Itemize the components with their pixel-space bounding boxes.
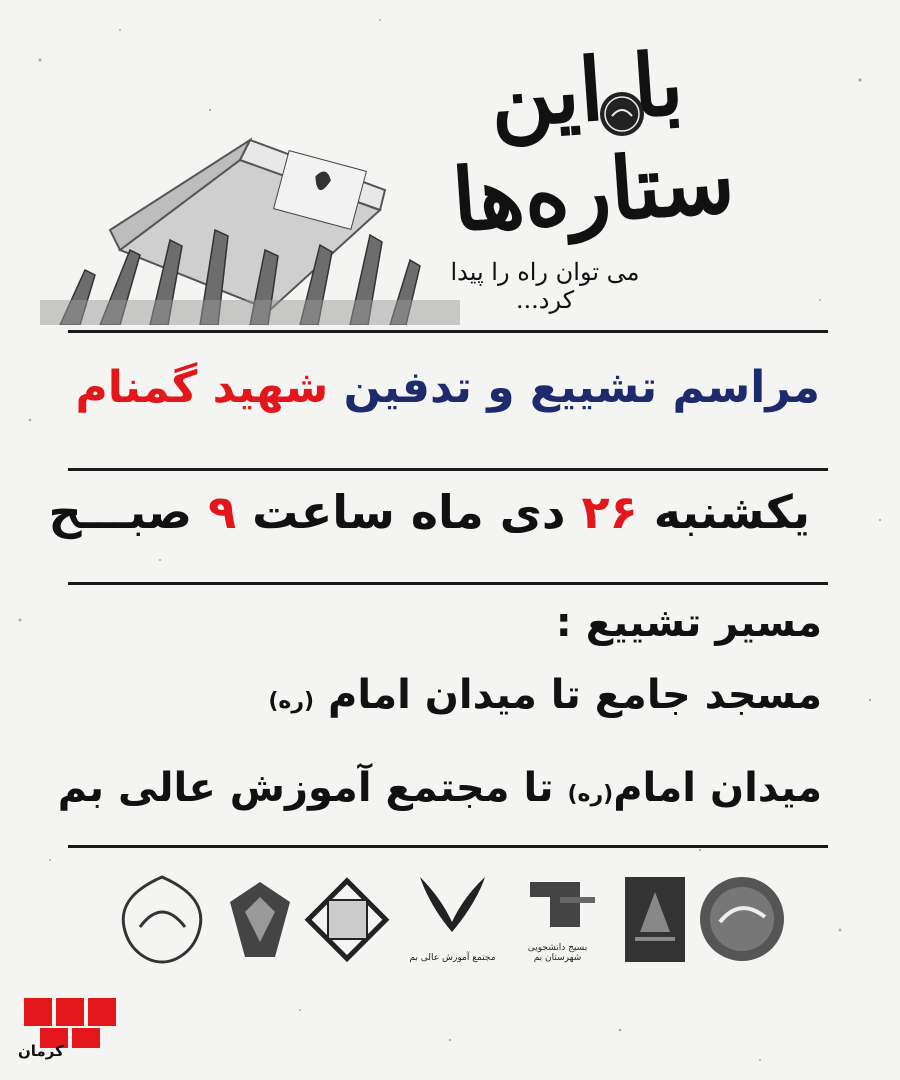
route-leg-1-suffix: (ره) — [268, 689, 315, 714]
slogan-subtitle: می توان راه را پیدا کرد... — [450, 258, 640, 314]
sponsor-logos — [110, 872, 790, 972]
route-heading: مسیر تشییع : — [555, 600, 822, 646]
ceremony-title — [75, 362, 820, 413]
sepah-logo-icon — [620, 872, 690, 967]
route-leg-1 — [70, 672, 822, 718]
route-leg-1-text: مسجد جامع تا میدان امام — [328, 672, 822, 718]
higher-education-caption: مجتمع آموزش عالی بم — [409, 953, 496, 963]
khadem-shohada-logo-icon — [695, 872, 790, 967]
brand-label: کرمان — [18, 1042, 64, 1060]
basij-students-logo-icon — [510, 872, 605, 942]
divider-4 — [68, 845, 828, 848]
hero-banner — [0, 0, 900, 325]
basij-students-logo — [510, 872, 605, 967]
foundation-logo-icon — [220, 872, 300, 967]
date-month-time: دی ماه ساعت — [252, 485, 566, 539]
square-seal-logo-icon — [300, 872, 395, 967]
route-leg-2-suffix: (ره) — [567, 782, 614, 807]
higher-education-logo-icon — [405, 872, 500, 942]
route-leg-2-end: تا مجتمع آموزش عالی بم — [57, 765, 554, 811]
title-unknown-martyr: شهید گمنام — [75, 362, 329, 413]
date-period: صبـــح — [48, 485, 193, 539]
higher-education-logo — [405, 872, 500, 967]
slogan-calligraphy: با این ستاره‌ها — [449, 33, 738, 252]
date-number: ۲۶ — [581, 485, 638, 539]
event-date — [48, 485, 810, 539]
basij-students-caption: بسیج دانشجویی شهرستان بم — [527, 943, 588, 963]
title-procession-burial: تشییع و تدفین — [343, 362, 658, 413]
date-hour: ۹ — [208, 485, 237, 539]
divider-3 — [68, 582, 828, 585]
calligraphy-logo-icon — [115, 872, 210, 967]
divider-1 — [68, 330, 828, 333]
route-leg-2 — [57, 765, 822, 811]
title-ceremony-word: مراسم — [672, 362, 820, 413]
divider-2 — [68, 468, 828, 471]
date-day: یکشنبه — [653, 485, 810, 539]
route-leg-2-start: میدان امام — [613, 765, 822, 811]
